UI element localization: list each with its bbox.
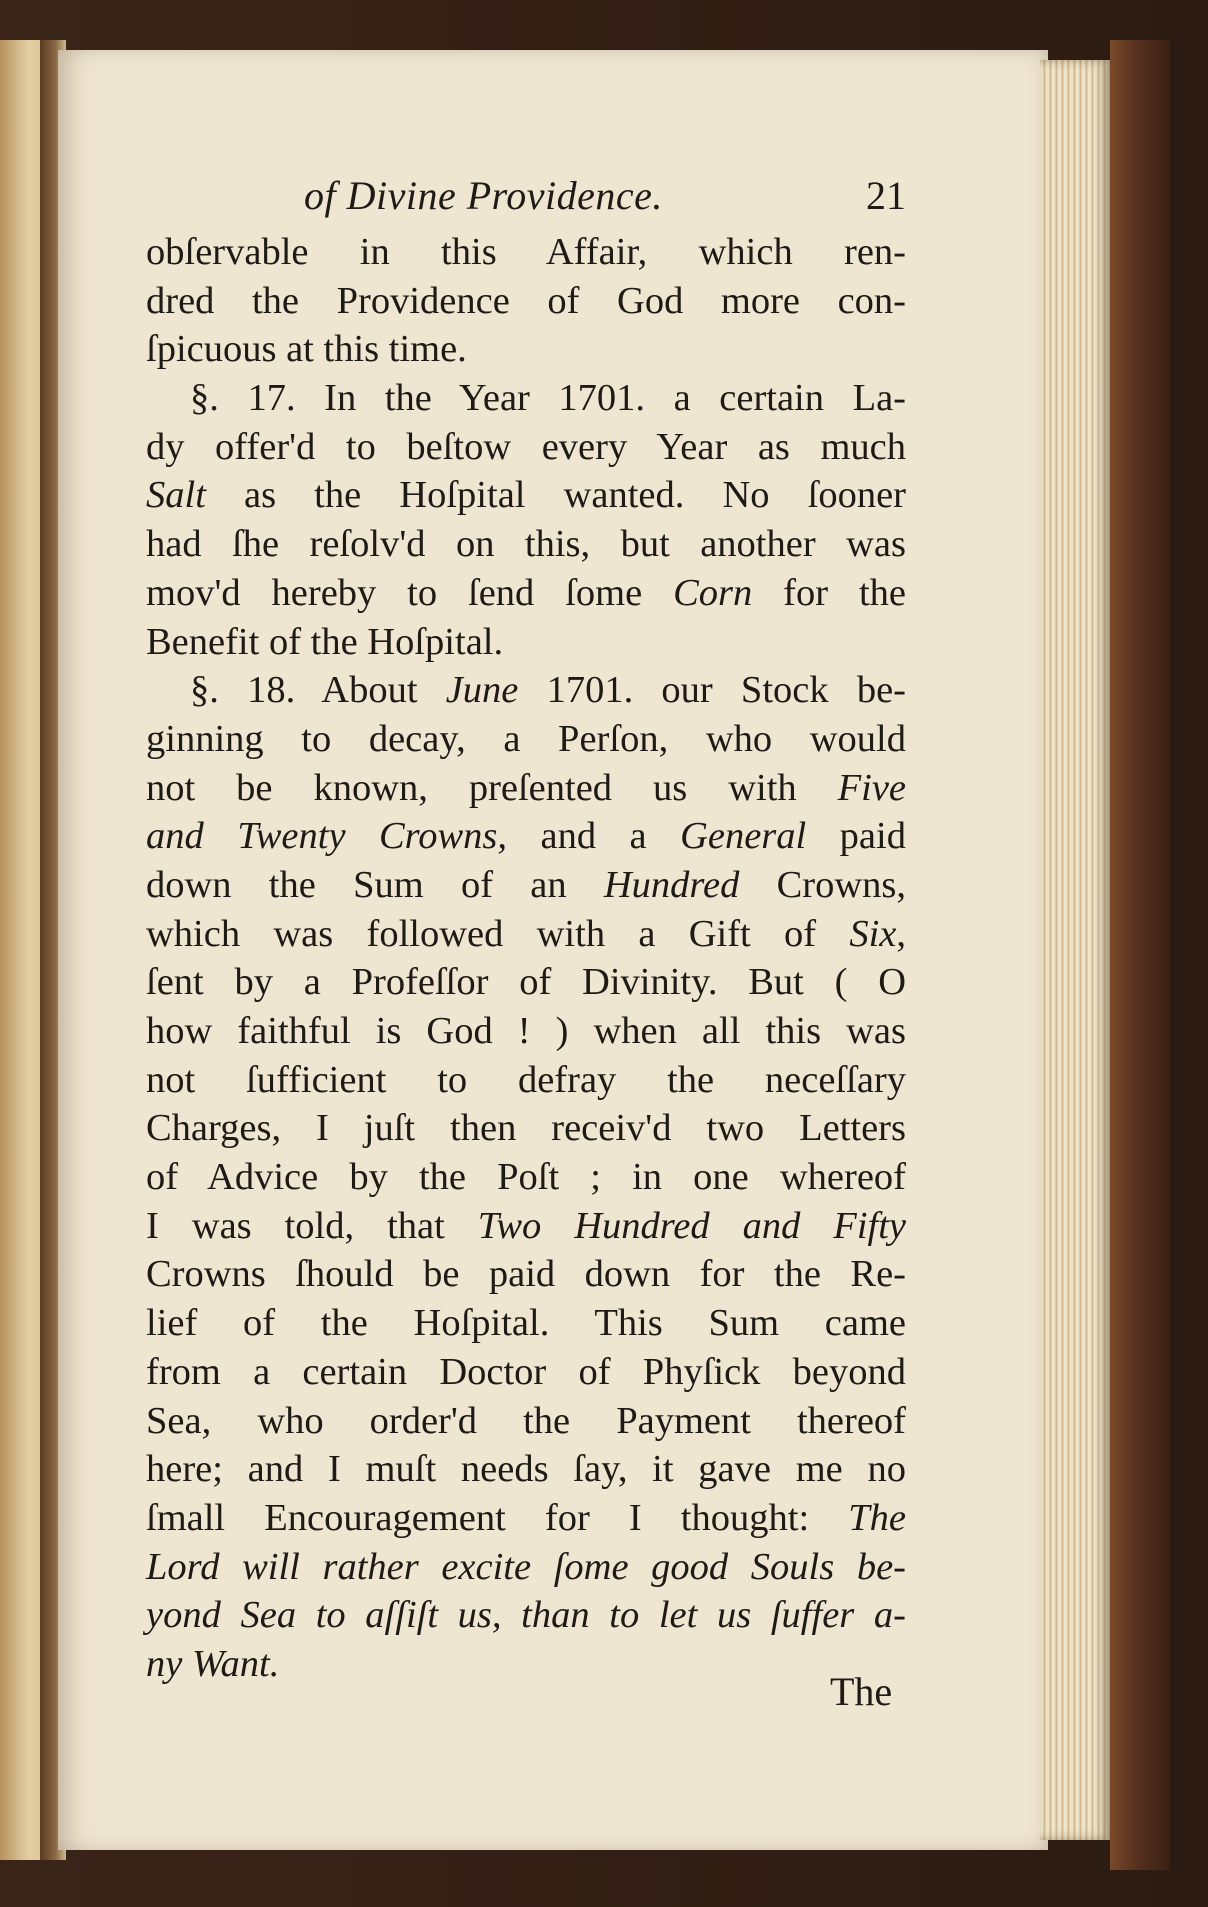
- text-run: which was followed with a Gift of: [146, 912, 850, 955]
- text-run: dred the Providence of God more con-: [146, 279, 906, 322]
- text-line: [146, 1202, 906, 1251]
- text-run: from a certain Doctor of Phyſick beyond: [146, 1350, 906, 1393]
- italic-text: General: [680, 815, 807, 858]
- italic-text: and Twenty Crowns,: [146, 815, 508, 858]
- text-line: [146, 1007, 906, 1056]
- text-run: here; and I muſt needs ſay, it gave me no: [146, 1448, 906, 1491]
- text-run: of Advice by the Poſt ; in one whereof: [146, 1156, 906, 1199]
- text-line: [146, 861, 906, 910]
- text-run: not be known, preſented us with: [146, 766, 838, 809]
- text-line: [146, 666, 906, 715]
- text-run: how faithful is God ! ) when all this was: [146, 1010, 906, 1052]
- text-run: obſervable in this Affair, which ren-: [146, 231, 906, 273]
- text-run: down the Sum of an: [146, 863, 604, 906]
- italic-text: yond Sea to aſſiſt us, than to let us ſuffer a-: [146, 1594, 906, 1637]
- text-line: [146, 1591, 906, 1640]
- page-header: [146, 172, 906, 228]
- text-line: [146, 1397, 906, 1446]
- text-run: and a: [507, 815, 681, 858]
- text-line: [146, 618, 906, 667]
- italic-text: ny Want.: [146, 1642, 280, 1685]
- text-line: [146, 812, 906, 861]
- italic-text: Hundred: [603, 863, 740, 906]
- text-line: [146, 374, 906, 423]
- running-title: of Divine Providence.: [304, 173, 663, 218]
- italic-text: Five: [837, 766, 906, 809]
- italic-text: The: [848, 1496, 906, 1539]
- text-run: §. 18. About: [190, 669, 446, 712]
- book-binding: [1110, 40, 1170, 1870]
- text-line: [146, 764, 906, 813]
- text-line: [146, 1056, 906, 1105]
- text-line: [146, 569, 906, 618]
- text-run: Charges, I juſt then receiv'd two Letters: [146, 1107, 906, 1150]
- text-run: not ſufficient to defray the neceſſary: [146, 1058, 906, 1101]
- text-line: [146, 471, 906, 520]
- italic-text: Salt: [146, 474, 206, 517]
- text-line: [146, 910, 906, 959]
- text-run: ſent by a Profeſſor of Divinity. But ( O: [146, 961, 906, 1004]
- text-line: [146, 1494, 906, 1543]
- text-run: for the: [752, 571, 906, 614]
- text-run: lief of the Hoſpital. This Sum came: [146, 1302, 906, 1345]
- text-line: [146, 715, 906, 764]
- text-run: mov'd hereby to ſend ſome: [146, 571, 674, 614]
- text-run: 1701. our Stock be-: [518, 669, 906, 712]
- text-line: [146, 1153, 906, 1202]
- italic-text: Lord will rather excite ſome good Souls be-: [146, 1545, 906, 1588]
- text-run: dy offer'd to beſtow every Year as much: [146, 425, 906, 468]
- text-run: Benefit of the Hoſpital.: [146, 620, 504, 663]
- text-line: [146, 958, 906, 1007]
- text-line: [146, 1348, 906, 1397]
- text-line: [146, 1640, 906, 1689]
- text-run: Crowns,: [739, 863, 906, 906]
- italic-text: Two Hundred and Fifty: [477, 1204, 906, 1247]
- text-run: I was told, that: [146, 1204, 478, 1247]
- text-line: [146, 325, 906, 374]
- text-run: ſmall Encouragement for I thought:: [146, 1496, 849, 1539]
- text-line: [146, 1299, 906, 1348]
- text-run: §. 17. In the Year 1701. a certain La-: [190, 377, 906, 420]
- italic-text: Six: [849, 912, 897, 955]
- text-run: paid: [806, 815, 906, 858]
- italic-text: June: [445, 669, 519, 712]
- text-run: ginning to decay, a Perſon, who would: [146, 717, 906, 760]
- text-run: ,: [896, 912, 906, 955]
- text-line: [146, 520, 906, 569]
- italic-text: Corn: [673, 571, 753, 614]
- body-text: [146, 228, 906, 1689]
- text-run: Sea, who order'd the Payment thereof: [146, 1399, 906, 1442]
- text-line: [146, 1543, 906, 1592]
- text-line: [146, 1104, 906, 1153]
- text-line: [146, 277, 906, 326]
- page-edges: [1040, 60, 1110, 1840]
- text-line: [146, 1250, 906, 1299]
- text-line: [146, 1445, 906, 1494]
- text-run: ſpicuous at this time.: [146, 328, 467, 371]
- page-text: [146, 172, 906, 1689]
- page-number: 21: [866, 173, 906, 218]
- text-line: [146, 228, 906, 277]
- text-run: had ſhe reſolv'd on this, but another was: [146, 523, 906, 566]
- catchword: The: [830, 1669, 893, 1714]
- text-run: Crowns ſhould be paid down for the Re-: [146, 1253, 906, 1296]
- text-line: [146, 423, 906, 472]
- text-run: as the Hoſpital wanted. No ſooner: [205, 474, 906, 517]
